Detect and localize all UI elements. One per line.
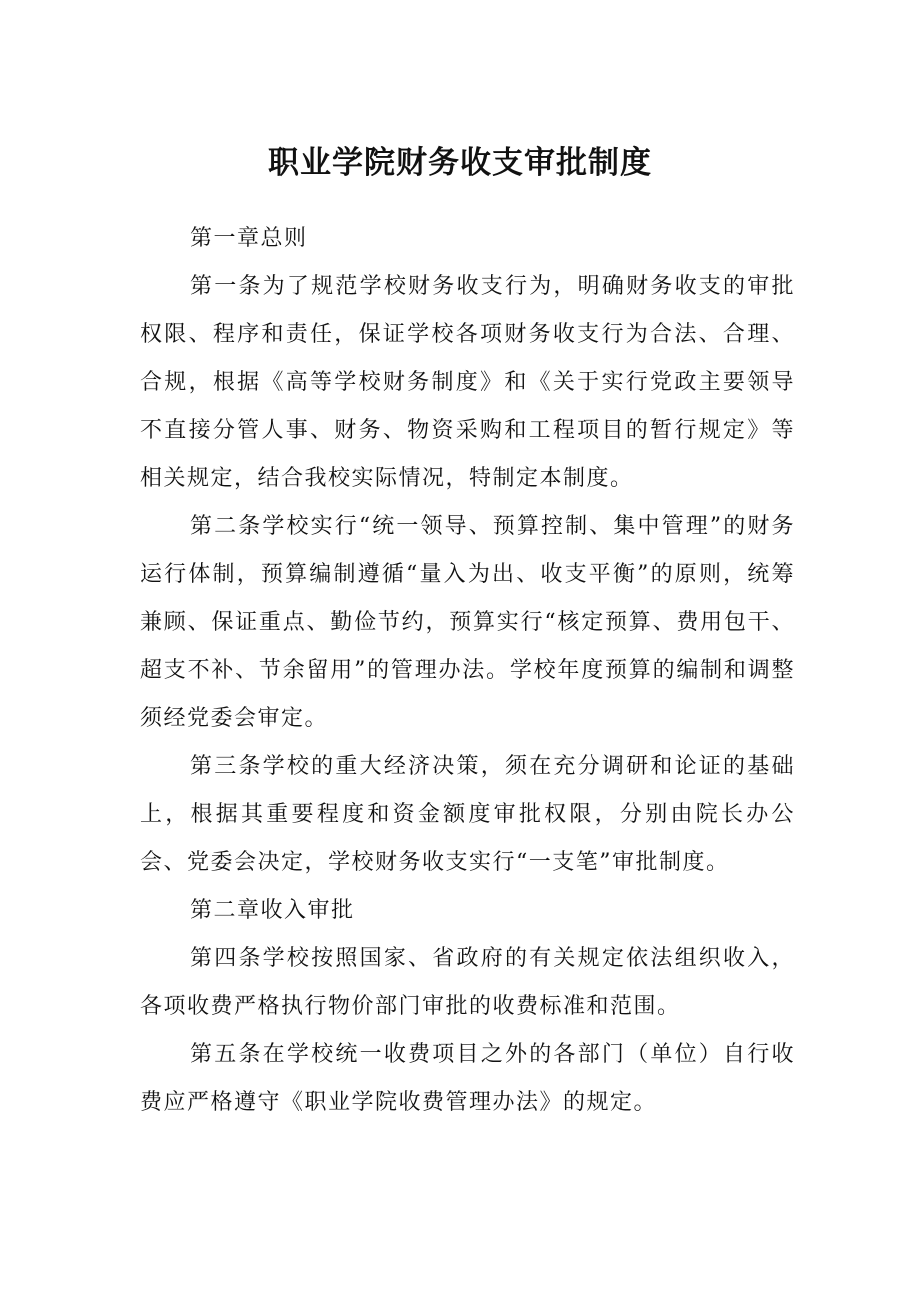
article-2-paragraph: 第二条学校实行“统一领导、预算控制、集中管理”的财务运行体制，预算编制遵循“量入为出、收支平衡”的原则，统筹兼顾、保证重点、勤俭节约，预算实行“核定预算、费用包干、超支不补、节余留用”的管理办法。学校年度预算的编制和调整须经党委会审定。 <box>140 514 795 731</box>
article-4-paragraph: 第四条学校按照国家、省政府的有关规定依法组织收入，各项收费严格执行物价部门审批的收费标准和范围。 <box>140 946 795 1019</box>
chapter-heading-2: 第二章收入审批 <box>190 898 355 923</box>
document-title: 职业学院财务收支审批制度 <box>268 145 652 181</box>
article-3-paragraph: 第三条学校的重大经济决策，须在充分调研和论证的基础上，根据其重要程度和资金额度审批权限，分别由院长办公会、党委会决定，学校财务收支实行“一支笔”审批制度。 <box>140 754 795 875</box>
article-5-paragraph: 第五条在学校统一收费项目之外的各部门（单位）自行收费应严格遵守《职业学院收费管理办法》的规定。 <box>140 1042 795 1115</box>
document-body <box>140 215 795 1127</box>
chapter-heading-1: 第一章总则 <box>190 226 308 251</box>
article-1-paragraph: 第一条为了规范学校财务收支行为，明确财务收支的审批权限、程序和责任，保证学校各项财务收支行为合法、合理、合规，根据《高等学校财务制度》和《关于实行党政主要领导不直接分管人事、财务、物资采购和工程项目的暂行规定》等相关规定，结合我校实际情况，特制定本制度。 <box>140 274 795 491</box>
